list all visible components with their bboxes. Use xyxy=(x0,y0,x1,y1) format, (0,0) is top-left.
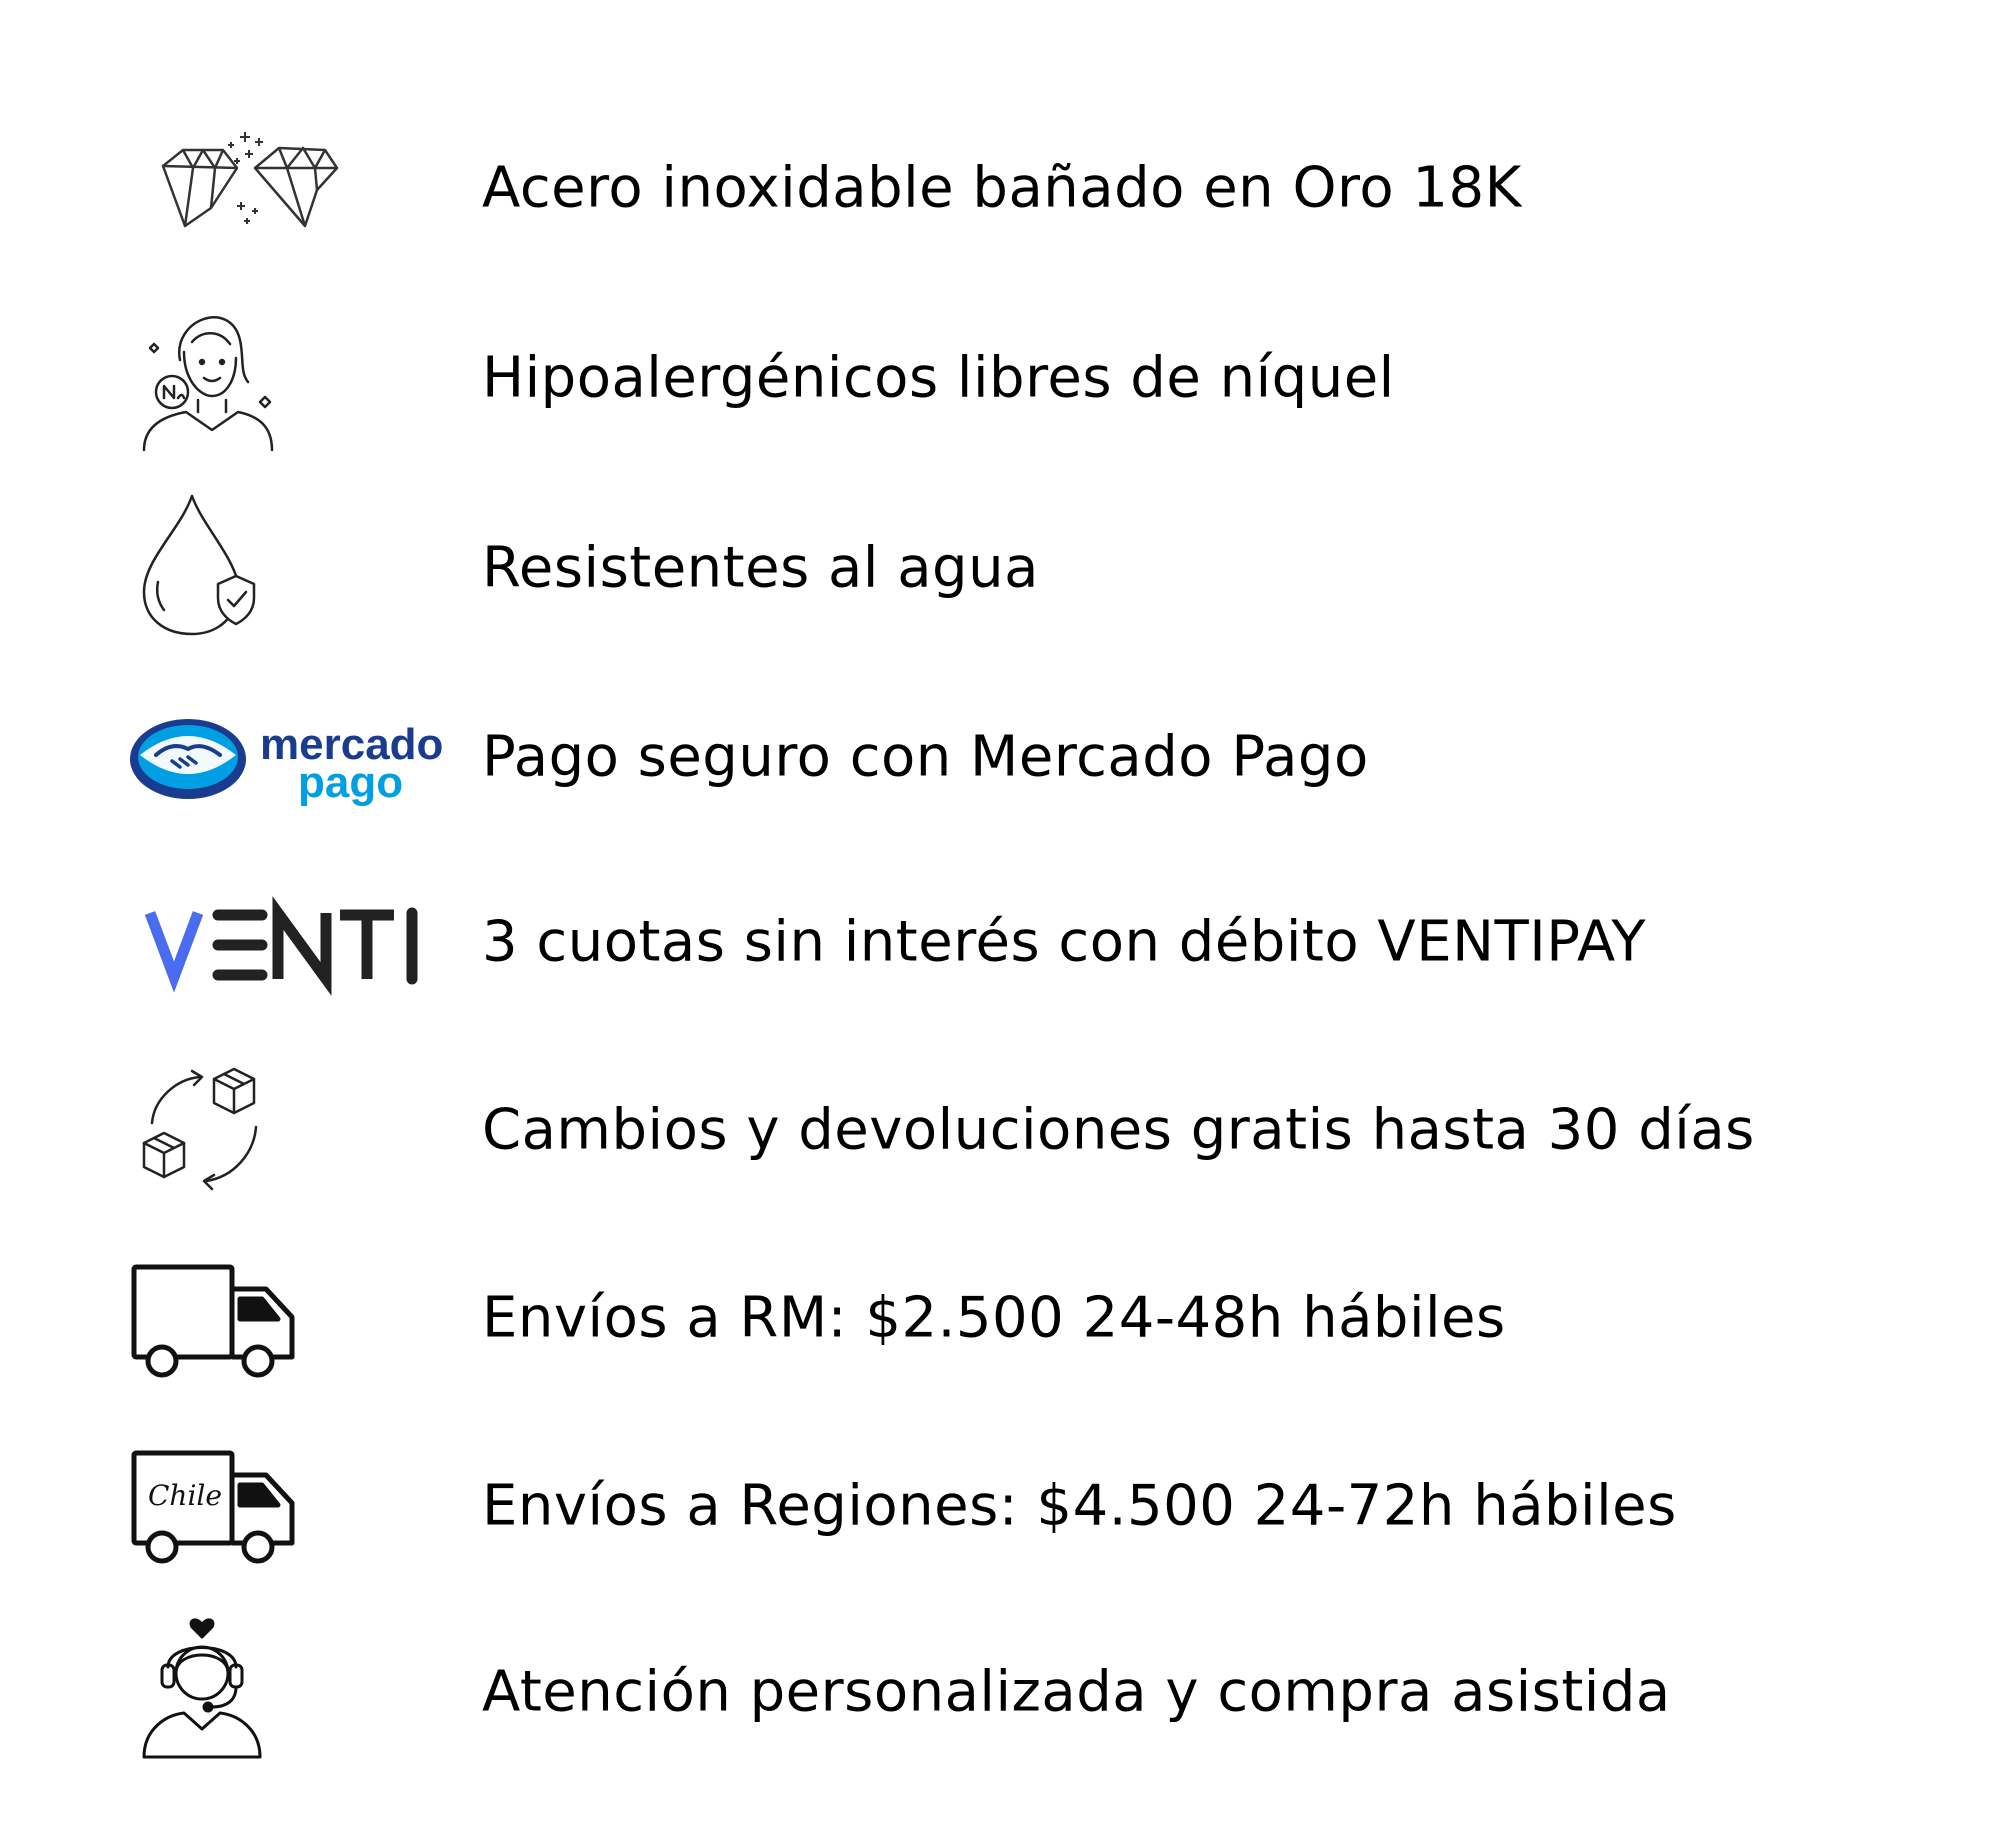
customer-support-icon xyxy=(130,1617,460,1767)
mercado-pago-logo xyxy=(130,682,460,832)
diamonds-icon xyxy=(130,113,460,263)
feature-row-shipping-rm xyxy=(0,1243,2000,1393)
feature-label: Envíos a Regiones: $4.500 24-72h hábiles xyxy=(482,1473,1677,1539)
feature-row-water xyxy=(0,493,2000,643)
exchange-boxes-icon xyxy=(130,1055,460,1205)
delivery-truck-chile-icon xyxy=(130,1431,460,1581)
truck-chile-text: Chile xyxy=(148,1479,222,1512)
feature-label: Envíos a RM: $2.500 24-48h hábiles xyxy=(482,1285,1506,1351)
feature-label: Cambios y devoluciones gratis hasta 30 días xyxy=(482,1097,1755,1163)
feature-label: Atención personalizada y compra asistida xyxy=(482,1659,1671,1725)
feature-row-returns xyxy=(0,1055,2000,1205)
feature-label: Acero inoxidable bañado en Oro 18K xyxy=(482,155,1522,221)
water-drop-shield-icon xyxy=(130,493,460,643)
feature-row-gold xyxy=(0,113,2000,263)
feature-label: Hipoalergénicos libres de níquel xyxy=(482,345,1395,411)
feature-label: Pago seguro con Mercado Pago xyxy=(482,724,1369,790)
pago-text: pago xyxy=(298,758,404,807)
feature-row-shipping-regions xyxy=(0,1431,2000,1581)
delivery-truck-icon xyxy=(130,1243,460,1393)
feature-label: Resistentes al agua xyxy=(482,535,1039,601)
woman-hypoallergenic-icon xyxy=(130,303,460,453)
venti-logo xyxy=(130,867,460,1017)
feature-label: 3 cuotas sin interés con débito VENTIPAY xyxy=(482,909,1647,975)
feature-row-ventipay xyxy=(0,867,2000,1017)
mercado-text: mercado xyxy=(260,720,444,769)
feature-row-support xyxy=(0,1617,2000,1767)
feature-row-hypoallergenic xyxy=(0,303,2000,453)
feature-row-mercado-pago xyxy=(0,682,2000,832)
